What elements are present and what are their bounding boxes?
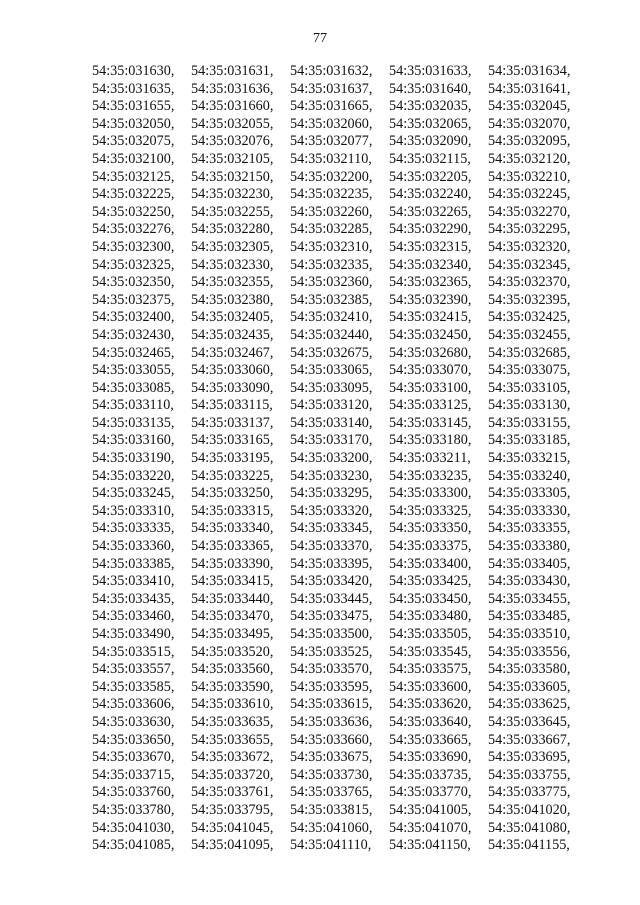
cadastral-number: 54:35:033425, xyxy=(389,573,472,590)
cadastral-number: 54:35:033495, xyxy=(191,626,274,642)
cadastral-number: 54:35:033620, xyxy=(389,696,472,713)
cadastral-number: 54:35:031655, xyxy=(92,98,175,115)
cadastral-number: 54:35:033355, xyxy=(488,520,571,537)
cadastral-number: 54:35:032385, xyxy=(290,291,373,308)
cadastral-number: 54:35:033370, xyxy=(290,538,373,555)
cadastral-number: 54:35:032315, xyxy=(389,238,472,255)
cadastral-number: 54:35:033330, xyxy=(488,502,571,519)
cadastral-number: 54:35:033610, xyxy=(191,696,274,713)
cadastral-number: 54:35:032440, xyxy=(290,326,373,343)
cadastral-number: 54:35:033300, xyxy=(389,485,472,502)
cadastral-number: 54:35:032685, xyxy=(488,344,571,361)
cadastral-number: 54:35:033065, xyxy=(290,362,373,379)
cadastral-number: 54:35:032077, xyxy=(290,133,373,150)
cadastral-number: 54:35:032125, xyxy=(92,168,175,185)
cadastral-number: 54:35:033606, xyxy=(92,696,175,713)
cadastral-number: 54:35:032370, xyxy=(488,274,571,291)
cadastral-number: 54:35:032415, xyxy=(389,309,472,326)
list-row xyxy=(92,309,592,327)
cadastral-number: 54:35:031665, xyxy=(290,98,373,115)
cadastral-number: 54:35:033100, xyxy=(389,379,472,396)
list-row xyxy=(92,732,592,750)
cadastral-number: 54:35:032310, xyxy=(290,238,373,255)
cadastral-number: 54:35:032076, xyxy=(191,133,274,150)
cadastral-number: 54:35:033525, xyxy=(290,643,373,660)
cadastral-number: 54:35:033115, xyxy=(191,397,273,414)
cadastral-number: 54:35:032430, xyxy=(92,326,175,343)
cadastral-number: 54:35:033585, xyxy=(92,678,175,695)
cadastral-number: 54:35:032065, xyxy=(389,115,472,132)
cadastral-number: 54:35:031635, xyxy=(92,80,175,97)
cadastral-number: 54:35:033345, xyxy=(290,520,373,537)
list-row xyxy=(92,221,592,239)
cadastral-number: 54:35:033110, xyxy=(92,397,174,414)
cadastral-number: 54:35:032295, xyxy=(488,221,571,238)
cadastral-number: 54:35:032365, xyxy=(389,274,472,291)
cadastral-number: 54:35:031660, xyxy=(191,98,274,115)
cadastral-number: 54:35:033450, xyxy=(389,590,472,607)
cadastral-number: 54:35:033170, xyxy=(290,432,373,449)
cadastral-number: 54:35:033315, xyxy=(191,502,274,519)
cadastral-number: 54:35:032270, xyxy=(488,203,571,220)
cadastral-number: 54:35:032035, xyxy=(389,98,472,115)
cadastral-number: 54:35:033435, xyxy=(92,590,175,607)
list-row xyxy=(92,784,592,802)
list-row xyxy=(92,415,592,433)
cadastral-number: 54:35:033557, xyxy=(92,661,175,678)
cadastral-number: 54:35:033795, xyxy=(191,801,274,818)
cadastral-number: 54:35:033715, xyxy=(92,766,175,783)
cadastral-number: 54:35:033505, xyxy=(389,626,472,642)
cadastral-number: 54:35:033125, xyxy=(389,397,472,414)
cadastral-number: 54:35:032405, xyxy=(191,309,274,326)
cadastral-number: 54:35:041070, xyxy=(389,819,472,836)
list-row xyxy=(92,257,592,275)
cadastral-number: 54:35:033672, xyxy=(191,749,274,766)
cadastral-number: 54:35:032205, xyxy=(389,168,472,185)
cadastral-number: 54:35:032276, xyxy=(92,221,175,238)
cadastral-number: 54:35:032255, xyxy=(191,203,274,220)
cadastral-number: 54:35:033235, xyxy=(389,467,472,484)
cadastral-number: 54:35:032100, xyxy=(92,150,175,167)
cadastral-number: 54:35:032675, xyxy=(290,344,373,361)
list-row xyxy=(92,468,592,486)
cadastral-number: 54:35:033490, xyxy=(92,626,175,642)
cadastral-number: 54:35:033695, xyxy=(488,749,571,766)
cadastral-number: 54:35:033720, xyxy=(191,766,274,783)
cadastral-number: 54:35:041095, xyxy=(191,837,274,854)
cadastral-number: 54:35:031640, xyxy=(389,80,472,97)
cadastral-number: 54:35:033655, xyxy=(191,731,274,748)
list-row xyxy=(92,556,592,574)
cadastral-number: 54:35:033570, xyxy=(290,661,373,678)
cadastral-number: 54:35:033155, xyxy=(488,414,571,431)
cadastral-number: 54:35:033640, xyxy=(389,713,472,730)
cadastral-number: 54:35:032235, xyxy=(290,186,373,203)
cadastral-number: 54:35:033165, xyxy=(191,432,274,449)
cadastral-number: 54:35:031634, xyxy=(488,63,571,79)
cadastral-number: 54:35:032305, xyxy=(191,238,274,255)
list-row xyxy=(92,573,592,591)
cadastral-number: 54:35:033185, xyxy=(488,432,571,449)
cadastral-number: 54:35:032250, xyxy=(92,203,175,220)
cadastral-number: 54:35:032410, xyxy=(290,309,373,326)
cadastral-number: 54:35:032285, xyxy=(290,221,373,238)
cadastral-number: 54:35:033665, xyxy=(389,731,472,748)
list-row xyxy=(92,450,592,468)
cadastral-number: 54:35:032325, xyxy=(92,256,175,273)
cadastral-number: 54:35:033195, xyxy=(191,450,274,467)
cadastral-number: 54:35:033615, xyxy=(290,696,373,713)
cadastral-number: 54:35:033515, xyxy=(92,643,175,660)
cadastral-number: 54:35:033070, xyxy=(389,362,472,379)
list-row xyxy=(92,503,592,521)
cadastral-number: 54:35:031631, xyxy=(191,63,274,79)
cadastral-number: 54:35:032450, xyxy=(389,326,472,343)
cadastral-number: 54:35:033580, xyxy=(488,661,571,678)
cadastral-number: 54:35:033400, xyxy=(389,555,472,572)
cadastral-number: 54:35:033670, xyxy=(92,749,175,766)
list-row xyxy=(92,432,592,450)
cadastral-number: 54:35:033075, xyxy=(488,362,571,379)
cadastral-number: 54:35:033220, xyxy=(92,467,175,484)
cadastral-number: 54:35:033770, xyxy=(389,784,472,801)
list-row xyxy=(92,802,592,820)
cadastral-number: 54:35:033455, xyxy=(488,590,571,607)
list-row xyxy=(92,63,592,81)
cadastral-number: 54:35:033060, xyxy=(191,362,274,379)
cadastral-number: 54:35:041020, xyxy=(488,801,571,818)
cadastral-number: 54:35:033180, xyxy=(389,432,472,449)
cadastral-number: 54:35:032465, xyxy=(92,344,175,361)
cadastral-number: 54:35:033445, xyxy=(290,590,373,607)
cadastral-number: 54:35:033775, xyxy=(488,784,571,801)
cadastral-number: 54:35:033780, xyxy=(92,801,175,818)
list-row xyxy=(92,362,592,380)
cadastral-number: 54:35:033225, xyxy=(191,467,274,484)
cadastral-number: 54:35:032330, xyxy=(191,256,274,273)
cadastral-number: 54:35:033765, xyxy=(290,784,373,801)
list-row xyxy=(92,98,592,116)
cadastral-number: 54:35:033545, xyxy=(389,643,472,660)
cadastral-number: 54:35:033130, xyxy=(488,397,571,414)
cadastral-number: 54:35:033690, xyxy=(389,749,472,766)
page-number: 77 xyxy=(313,31,327,46)
list-row xyxy=(92,749,592,767)
cadastral-number: 54:35:033760, xyxy=(92,784,175,801)
cadastral-number: 54:35:033085, xyxy=(92,379,175,396)
cadastral-number-list xyxy=(92,63,592,855)
cadastral-number: 54:35:033145, xyxy=(389,414,472,431)
cadastral-number: 54:35:032355, xyxy=(191,274,274,291)
cadastral-number: 54:35:033605, xyxy=(488,678,571,695)
list-row xyxy=(92,397,592,415)
cadastral-number: 54:35:032150, xyxy=(191,168,274,185)
list-row xyxy=(92,81,592,99)
list-row xyxy=(92,186,592,204)
cadastral-number: 54:35:033415, xyxy=(191,573,274,590)
cadastral-number: 54:35:033305, xyxy=(488,485,571,502)
cadastral-number: 54:35:032200, xyxy=(290,168,373,185)
cadastral-number: 54:35:033140, xyxy=(290,414,373,431)
cadastral-number: 54:35:032055, xyxy=(191,115,274,132)
cadastral-number: 54:35:032375, xyxy=(92,291,175,308)
cadastral-number: 54:35:032455, xyxy=(488,326,571,343)
cadastral-number: 54:35:032345, xyxy=(488,256,571,273)
cadastral-number: 54:35:033340, xyxy=(191,520,274,537)
cadastral-number: 54:35:033645, xyxy=(488,713,571,730)
cadastral-number: 54:35:032340, xyxy=(389,256,472,273)
cadastral-number: 54:35:033120, xyxy=(290,397,373,414)
cadastral-number: 54:35:033137, xyxy=(191,414,274,431)
list-row xyxy=(92,714,592,732)
cadastral-number: 54:35:032050, xyxy=(92,115,175,132)
cadastral-number: 54:35:033590, xyxy=(191,678,274,695)
cadastral-number: 54:35:033761, xyxy=(191,784,274,801)
cadastral-number: 54:35:033520, xyxy=(191,643,274,660)
cadastral-number: 54:35:033230, xyxy=(290,467,373,484)
cadastral-number: 54:35:031637, xyxy=(290,80,373,97)
list-row xyxy=(92,485,592,503)
cadastral-number: 54:35:033385, xyxy=(92,555,175,572)
cadastral-number: 54:35:033310, xyxy=(92,502,175,519)
cadastral-number: 54:35:032060, xyxy=(290,115,373,132)
cadastral-number: 54:35:033635, xyxy=(191,713,274,730)
cadastral-number: 54:35:033675, xyxy=(290,749,373,766)
cadastral-number: 54:35:033240, xyxy=(488,467,571,484)
cadastral-number: 54:35:041045, xyxy=(191,819,274,836)
cadastral-number: 54:35:032380, xyxy=(191,291,274,308)
cadastral-number: 54:35:032425, xyxy=(488,309,571,326)
cadastral-number: 54:35:033190, xyxy=(92,450,175,467)
cadastral-number: 54:35:033625, xyxy=(488,696,571,713)
cadastral-number: 54:35:031633, xyxy=(389,63,472,79)
cadastral-number: 54:35:032350, xyxy=(92,274,175,291)
cadastral-number: 54:35:033440, xyxy=(191,590,274,607)
cadastral-number: 54:35:033335, xyxy=(92,520,175,537)
cadastral-number: 54:35:032260, xyxy=(290,203,373,220)
cadastral-number: 54:35:033215, xyxy=(488,450,571,467)
cadastral-number: 54:35:041060, xyxy=(290,819,373,836)
list-row xyxy=(92,837,592,855)
cadastral-number: 54:35:041155, xyxy=(488,837,570,854)
cadastral-number: 54:35:032230, xyxy=(191,186,274,203)
cadastral-number: 54:35:032240, xyxy=(389,186,472,203)
cadastral-number: 54:35:033245, xyxy=(92,485,175,502)
cadastral-number: 54:35:033250, xyxy=(191,485,274,502)
list-row xyxy=(92,327,592,345)
cadastral-number: 54:35:033595, xyxy=(290,678,373,695)
cadastral-number: 54:35:033375, xyxy=(389,538,472,555)
cadastral-number: 54:35:033320, xyxy=(290,502,373,519)
cadastral-number: 54:35:032210, xyxy=(488,168,571,185)
cadastral-number: 54:35:033325, xyxy=(389,502,472,519)
list-row xyxy=(92,204,592,222)
cadastral-number: 54:35:033475, xyxy=(290,608,373,625)
list-row xyxy=(92,626,592,644)
cadastral-number: 54:35:033500, xyxy=(290,626,373,642)
cadastral-number: 54:35:033295, xyxy=(290,485,373,502)
list-row xyxy=(92,520,592,538)
cadastral-number: 54:35:033735, xyxy=(389,766,472,783)
cadastral-number: 54:35:032090, xyxy=(389,133,472,150)
cadastral-number: 54:35:033485, xyxy=(488,608,571,625)
cadastral-number: 54:35:032105, xyxy=(191,150,274,167)
cadastral-number: 54:35:032290, xyxy=(389,221,472,238)
cadastral-number: 54:35:031632, xyxy=(290,63,373,79)
list-row xyxy=(92,538,592,556)
list-row xyxy=(92,679,592,697)
cadastral-number: 54:35:041085, xyxy=(92,837,175,854)
cadastral-number: 54:35:033390, xyxy=(191,555,274,572)
cadastral-number: 54:35:033815, xyxy=(290,801,373,818)
cadastral-number: 54:35:031636, xyxy=(191,80,274,97)
cadastral-number: 54:35:032280, xyxy=(191,221,274,238)
cadastral-number: 54:35:031630, xyxy=(92,63,175,79)
cadastral-number: 54:35:033350, xyxy=(389,520,472,537)
cadastral-number: 54:35:032680, xyxy=(389,344,472,361)
cadastral-number: 54:35:032360, xyxy=(290,274,373,291)
list-row xyxy=(92,380,592,398)
cadastral-number: 54:35:033200, xyxy=(290,450,373,467)
cadastral-number: 54:35:033360, xyxy=(92,538,175,555)
cadastral-number: 54:35:033636, xyxy=(290,713,373,730)
cadastral-number: 54:35:032300, xyxy=(92,238,175,255)
cadastral-number: 54:35:032045, xyxy=(488,98,571,115)
cadastral-number: 54:35:032095, xyxy=(488,133,571,150)
list-row xyxy=(92,644,592,662)
cadastral-number: 54:35:033660, xyxy=(290,731,373,748)
cadastral-number: 54:35:032467, xyxy=(191,344,274,361)
cadastral-number: 54:35:041005, xyxy=(389,801,472,818)
list-row xyxy=(92,239,592,257)
cadastral-number: 54:35:033556, xyxy=(488,643,571,660)
cadastral-number: 54:35:033575, xyxy=(389,661,472,678)
list-row xyxy=(92,116,592,134)
cadastral-number: 54:35:041080, xyxy=(488,819,571,836)
cadastral-number: 54:35:033105, xyxy=(488,379,571,396)
cadastral-number: 54:35:032390, xyxy=(389,291,472,308)
cadastral-number: 54:35:033090, xyxy=(191,379,274,396)
cadastral-number: 54:35:032245, xyxy=(488,186,571,203)
list-row xyxy=(92,661,592,679)
cadastral-number: 54:35:033755, xyxy=(488,766,571,783)
cadastral-number: 54:35:032335, xyxy=(290,256,373,273)
cadastral-number: 54:35:033420, xyxy=(290,573,373,590)
cadastral-number: 54:35:033650, xyxy=(92,731,175,748)
cadastral-number: 54:35:033405, xyxy=(488,555,571,572)
cadastral-number: 54:35:033380, xyxy=(488,538,571,555)
cadastral-number: 54:35:033211, xyxy=(389,450,471,467)
list-row xyxy=(92,608,592,626)
cadastral-number: 54:35:033460, xyxy=(92,608,175,625)
list-row xyxy=(92,696,592,714)
cadastral-number: 54:35:033135, xyxy=(92,414,175,431)
cadastral-number: 54:35:032120, xyxy=(488,150,571,167)
cadastral-number: 54:35:032400, xyxy=(92,309,175,326)
cadastral-number: 54:35:032110, xyxy=(290,150,372,167)
cadastral-number: 54:35:033560, xyxy=(191,661,274,678)
list-row xyxy=(92,345,592,363)
cadastral-number: 54:35:033410, xyxy=(92,573,175,590)
cadastral-number: 54:35:032265, xyxy=(389,203,472,220)
cadastral-number: 54:35:033480, xyxy=(389,608,472,625)
cadastral-number: 54:35:033630, xyxy=(92,713,175,730)
cadastral-number: 54:35:033055, xyxy=(92,362,175,379)
list-row xyxy=(92,591,592,609)
cadastral-number: 54:35:033095, xyxy=(290,379,373,396)
cadastral-number: 54:35:041150, xyxy=(389,837,471,854)
list-row xyxy=(92,133,592,151)
list-row xyxy=(92,292,592,310)
cadastral-number: 54:35:032435, xyxy=(191,326,274,343)
cadastral-number: 54:35:033667, xyxy=(488,731,571,748)
cadastral-number: 54:35:032395, xyxy=(488,291,571,308)
list-row xyxy=(92,767,592,785)
cadastral-number: 54:35:031641, xyxy=(488,80,571,97)
cadastral-number: 54:35:032320, xyxy=(488,238,571,255)
cadastral-number: 54:35:032225, xyxy=(92,186,175,203)
cadastral-number: 54:35:032070, xyxy=(488,115,571,132)
cadastral-number: 54:35:033160, xyxy=(92,432,175,449)
list-row xyxy=(92,274,592,292)
cadastral-number: 54:35:032115, xyxy=(389,150,471,167)
cadastral-number: 54:35:033510, xyxy=(488,626,571,642)
cadastral-number: 54:35:033365, xyxy=(191,538,274,555)
cadastral-number: 54:35:041110, xyxy=(290,837,372,854)
cadastral-number: 54:35:033730, xyxy=(290,766,373,783)
list-row xyxy=(92,169,592,187)
cadastral-number: 54:35:033395, xyxy=(290,555,373,572)
cadastral-number: 54:35:033470, xyxy=(191,608,274,625)
list-row xyxy=(92,151,592,169)
list-row xyxy=(92,820,592,838)
cadastral-number: 54:35:033600, xyxy=(389,678,472,695)
cadastral-number: 54:35:033430, xyxy=(488,573,571,590)
cadastral-number: 54:35:032075, xyxy=(92,133,175,150)
cadastral-number: 54:35:041030, xyxy=(92,819,175,836)
